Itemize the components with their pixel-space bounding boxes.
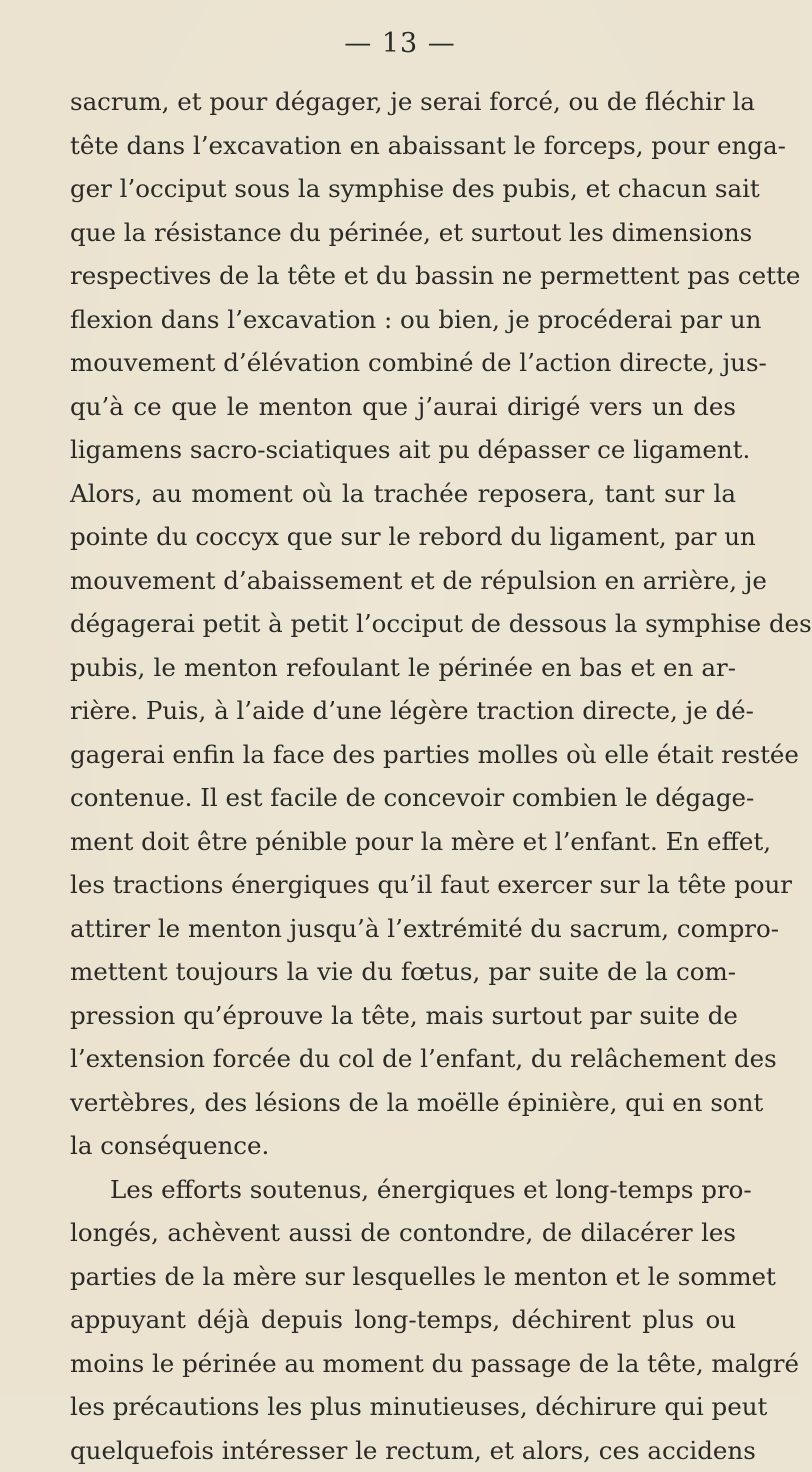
text-line: pubis, le menton refoulant le périnée en bas et en ar- <box>70 646 736 690</box>
text-line: mouvement d’élévation combiné de l’action directe, jus- <box>70 341 736 385</box>
text-line: mettent toujours la vie du fœtus, par suite de la com- <box>70 950 736 994</box>
text-line: sacrum, et pour dégager, je serai forcé, ou de fléchir la <box>70 80 736 124</box>
text-line: tête dans l’excavation en abaissant le forceps, pour enga- <box>70 124 736 168</box>
text-line: moins le périnée au moment du passage de la tête, malgré <box>70 1342 736 1386</box>
text-line: quelquefois intéresser le rectum, et alors, ces accidens <box>70 1429 736 1472</box>
text-line: pression qu’éprouve la tête, mais surtout par suite de <box>70 994 736 1038</box>
text-line: ment doit être pénible pour la mère et l’enfant. En effet, <box>70 820 736 864</box>
text-line: mouvement d’abaissement et de répulsion en arrière, je <box>70 559 736 603</box>
text-line: Les efforts soutenus, énergiques et long-temps pro- <box>70 1168 736 1212</box>
text-line: dégagerai petit à petit l’occiput de dessous la symphise des <box>70 602 736 646</box>
text-line: vertèbres, des lésions de la moëlle épinière, qui en sont <box>70 1081 736 1125</box>
text-line: parties de la mère sur lesquelles le menton et le sommet <box>70 1255 736 1299</box>
text-line: pointe du coccyx que sur le rebord du ligament, par un <box>70 515 736 559</box>
text-line: flexion dans l’excavation : ou bien, je procéderai par un <box>70 298 736 342</box>
text-line: les tractions énergiques qu’il faut exercer sur la tête pour <box>70 863 736 907</box>
text-line: l’extension forcée du col de l’enfant, du relâchement des <box>70 1037 736 1081</box>
text-line: longés, achèvent aussi de contondre, de dilacérer les <box>70 1211 736 1255</box>
text-line: les précautions les plus minutieuses, déchirure qui peut <box>70 1385 736 1429</box>
text-line: gagerai enfin la face des parties molles où elle était restée <box>70 733 736 777</box>
text-line: contenue. Il est facile de concevoir combien le dégage- <box>70 776 736 820</box>
text-line: ligamens sacro-sciatiques ait pu dépasser ce ligament. <box>70 428 736 472</box>
text-line: qu’à ce que le menton que j’aurai dirigé vers un des <box>70 385 736 429</box>
text-line: appuyant déjà depuis long-temps, déchirent plus ou <box>70 1298 736 1342</box>
text-line: respectives de la tête et du bassin ne permettent pas cette <box>70 254 736 298</box>
page-number: — 13 — <box>0 28 800 59</box>
text-line: ger l’occiput sous la symphise des pubis, et chacun sait <box>70 167 736 211</box>
text-line: attirer le menton jusqu’à l’extrémité du sacrum, compro- <box>70 907 736 951</box>
body-text <box>70 80 736 1472</box>
text-line: rière. Puis, à l’aide d’une légère traction directe, je dé- <box>70 689 736 733</box>
text-line: que la résistance du périnée, et surtout les dimensions <box>70 211 736 255</box>
text-line: la conséquence. <box>70 1124 736 1168</box>
text-line: Alors, au moment où la trachée reposera, tant sur la <box>70 472 736 516</box>
